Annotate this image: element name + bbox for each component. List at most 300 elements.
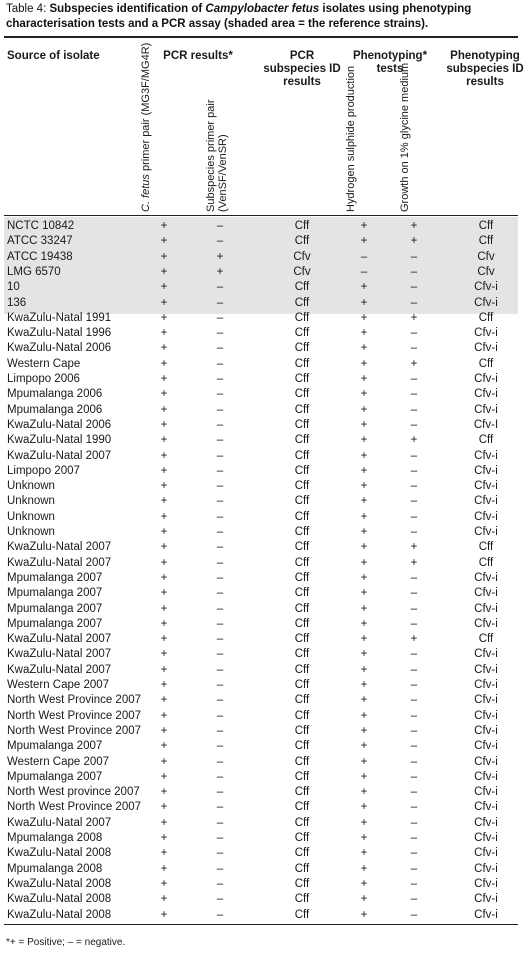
top-rule — [4, 36, 518, 38]
source-cell: Western Cape 2007 — [7, 679, 110, 691]
h2s-cell: + — [360, 786, 368, 799]
subspecies-pcr-cell: + — [216, 265, 224, 278]
glycine-cell: – — [410, 724, 418, 737]
cfetus-pcr-cell: + — [160, 449, 168, 462]
pheno-id-cell: Cfv-i — [474, 694, 498, 707]
subspecies-pcr-cell: – — [216, 526, 224, 538]
subspecies-pcr-cell: – — [216, 862, 224, 875]
subheader-cfetus-rest: primer pair (MG3F/MG4R) — [140, 42, 152, 172]
cfetus-pcr-cell: + — [160, 265, 168, 278]
table-row — [0, 602, 528, 617]
subspecies-pcr-cell: – — [216, 235, 224, 248]
source-cell: Mpumalanga 2006 — [7, 403, 103, 416]
table-row — [0, 387, 528, 402]
table-row — [0, 479, 528, 494]
table-row — [0, 372, 528, 387]
h2s-cell: – — [360, 265, 368, 278]
pheno-id-cell: Cff — [478, 235, 494, 248]
cfetus-pcr-cell: + — [160, 755, 168, 768]
cfetus-pcr-cell: + — [160, 250, 168, 263]
source-cell: NCTC 10842 — [7, 220, 75, 232]
subspecies-pcr-cell: – — [216, 495, 224, 508]
subheader-subspecies: Subspecies primer pair (VenSF/VenSR) — [205, 99, 229, 212]
pcr-id-cell: Cff — [294, 847, 310, 860]
pheno-id-cell: Cfv-i — [474, 449, 498, 462]
pcr-id-cell: Cff — [294, 434, 310, 447]
glycine-cell: – — [410, 648, 418, 661]
table-row — [0, 326, 528, 341]
pheno-id-cell: Cfv-i — [474, 648, 498, 661]
table-row — [0, 234, 528, 249]
h2s-cell: + — [360, 403, 368, 416]
table-row — [0, 311, 528, 326]
h2s-cell: + — [360, 296, 368, 309]
glycine-cell: – — [410, 495, 418, 508]
source-cell: Unknown — [7, 480, 55, 493]
glycine-cell: – — [410, 327, 418, 340]
subspecies-pcr-cell: – — [216, 327, 224, 340]
glycine-cell: – — [410, 480, 418, 493]
cfetus-pcr-cell: + — [160, 526, 168, 538]
subspecies-pcr-cell: – — [216, 434, 224, 447]
h2s-cell: + — [360, 801, 368, 814]
glycine-cell: – — [410, 816, 418, 829]
h2s-cell: + — [360, 694, 368, 707]
pcr-id-cell: Cff — [294, 220, 310, 232]
subspecies-pcr-cell: – — [216, 556, 224, 569]
table-row — [0, 617, 528, 632]
pcr-id-cell: Cff — [294, 342, 310, 355]
table-row — [0, 877, 528, 892]
pheno-id-cell: Cff — [478, 556, 494, 569]
glycine-cell: + — [410, 235, 418, 248]
table-row — [0, 785, 528, 800]
pcr-id-cell: Cff — [294, 327, 310, 340]
h2s-cell: + — [360, 418, 368, 431]
table-row — [0, 647, 528, 662]
subspecies-pcr-cell: – — [216, 832, 224, 844]
subheader-glycine: Growth on 1% glycine medium — [399, 62, 411, 212]
pcr-id-cell: Cfv — [293, 250, 311, 263]
h2s-cell: + — [360, 373, 368, 385]
source-cell: Mpumalanga 2008 — [7, 832, 103, 844]
table-row — [0, 724, 528, 739]
subspecies-pcr-cell: – — [216, 342, 224, 355]
subspecies-pcr-cell: – — [216, 357, 224, 370]
cfetus-pcr-cell: + — [160, 633, 168, 646]
subspecies-pcr-cell: – — [216, 679, 224, 691]
glycine-cell: – — [410, 388, 418, 401]
subspecies-pcr-cell: – — [216, 786, 224, 799]
subspecies-pcr-cell: – — [216, 755, 224, 768]
glycine-cell: – — [410, 296, 418, 309]
source-cell: KwaZulu-Natal 2008 — [7, 847, 112, 860]
subspecies-pcr-cell: – — [216, 694, 224, 707]
pcr-id-cell: Cff — [294, 694, 310, 707]
h2s-cell: + — [360, 526, 368, 538]
pheno-id-cell: Cff — [478, 633, 494, 646]
table-row — [0, 357, 528, 372]
glycine-cell: + — [410, 541, 418, 554]
table-row — [0, 403, 528, 418]
subspecies-pcr-cell: – — [216, 571, 224, 584]
table-row — [0, 800, 528, 815]
cfetus-pcr-cell: + — [160, 648, 168, 661]
cfetus-pcr-cell: + — [160, 403, 168, 416]
source-cell: KwaZulu-Natal 1996 — [7, 327, 112, 340]
cfetus-pcr-cell: + — [160, 220, 168, 232]
subspecies-pcr-cell: – — [216, 617, 224, 630]
source-cell: KwaZulu-Natal 2007 — [7, 663, 112, 676]
h2s-cell: + — [360, 908, 368, 921]
cfetus-pcr-cell: + — [160, 434, 168, 447]
pcr-id-cell: Cff — [294, 602, 310, 615]
source-cell: 136 — [7, 296, 27, 309]
h2s-cell: + — [360, 877, 368, 890]
glycine-cell: – — [410, 893, 418, 906]
h2s-cell: + — [360, 755, 368, 768]
cfetus-pcr-cell: + — [160, 510, 168, 523]
glycine-cell: – — [410, 709, 418, 722]
glycine-cell: – — [410, 281, 418, 294]
pcr-id-cell: Cff — [294, 709, 310, 722]
glycine-cell: – — [410, 740, 418, 753]
source-cell: Mpumalanga 2007 — [7, 602, 103, 615]
glycine-cell: – — [410, 510, 418, 523]
source-cell: KwaZulu-Natal 1990 — [7, 434, 112, 447]
h2s-cell: + — [360, 281, 368, 294]
glycine-cell: – — [410, 464, 418, 477]
glycine-cell: + — [410, 434, 418, 447]
pcr-id-cell: Cff — [294, 816, 310, 829]
pheno-id-cell: Cfv — [477, 250, 495, 263]
cfetus-pcr-cell: + — [160, 541, 168, 554]
glycine-cell: – — [410, 342, 418, 355]
pheno-id-cell: Cfv-i — [474, 495, 498, 508]
pheno-id-cell: Cfv-I — [473, 418, 499, 431]
pcr-id-cell: Cff — [294, 571, 310, 584]
h2s-cell: + — [360, 311, 368, 324]
subspecies-pcr-cell: – — [216, 740, 224, 753]
pheno-id-cell: Cfv-i — [474, 602, 498, 615]
source-cell: Western Cape — [7, 357, 81, 370]
table-row — [0, 908, 528, 923]
h2s-cell: + — [360, 847, 368, 860]
pcr-id-cell: Cff — [294, 587, 310, 600]
cfetus-pcr-cell: + — [160, 893, 168, 906]
h2s-cell: + — [360, 816, 368, 829]
subspecies-pcr-cell: – — [216, 663, 224, 676]
pheno-id-cell: Cfv-i — [474, 510, 498, 523]
source-cell: KwaZulu-Natal 2006 — [7, 342, 112, 355]
pcr-id-cell: Cff — [294, 480, 310, 493]
pcr-id-cell: Cff — [294, 403, 310, 416]
cfetus-pcr-cell: + — [160, 357, 168, 370]
pheno-id-cell: Cfv-i — [474, 663, 498, 676]
h2s-cell: – — [360, 250, 368, 263]
pheno-id-cell: Cfv-i — [474, 786, 498, 799]
cfetus-pcr-cell: + — [160, 418, 168, 431]
h2s-cell: + — [360, 327, 368, 340]
subspecies-pcr-cell: – — [216, 373, 224, 385]
h2s-cell: + — [360, 510, 368, 523]
table-row — [0, 510, 528, 525]
h2s-cell: + — [360, 556, 368, 569]
pheno-id-cell: Cfv-i — [474, 893, 498, 906]
table-row — [0, 433, 528, 448]
glycine-cell: – — [410, 908, 418, 921]
pcr-id-cell: Cff — [294, 862, 310, 875]
source-cell: North West Province 2007 — [7, 694, 142, 707]
table-row — [0, 556, 528, 571]
cfetus-pcr-cell: + — [160, 373, 168, 385]
h2s-cell: + — [360, 617, 368, 630]
cfetus-pcr-cell: + — [160, 786, 168, 799]
pheno-id-cell: Cfv-i — [474, 740, 498, 753]
pheno-id-cell: Cfv — [477, 265, 495, 278]
pheno-id-cell: Cfv-i — [474, 832, 498, 844]
pcr-id-cell: Cff — [294, 724, 310, 737]
pheno-id-cell: Cfv-i — [474, 847, 498, 860]
source-cell: Western Cape 2007 — [7, 755, 110, 768]
cfetus-pcr-cell: + — [160, 709, 168, 722]
table-row — [0, 816, 528, 831]
source-cell: Mpumalanga 2007 — [7, 571, 103, 584]
glycine-cell: – — [410, 832, 418, 844]
source-cell: KwaZulu-Natal 2007 — [7, 633, 112, 646]
pheno-id-cell: Cfv-i — [474, 724, 498, 737]
pcr-id-cell: Cff — [294, 464, 310, 477]
glycine-cell: + — [410, 633, 418, 646]
pcr-id-cell: Cff — [294, 296, 310, 309]
cfetus-pcr-cell: + — [160, 296, 168, 309]
h2s-cell: + — [360, 480, 368, 493]
glycine-cell: – — [410, 770, 418, 783]
h2s-cell: + — [360, 541, 368, 554]
cfetus-pcr-cell: + — [160, 832, 168, 844]
glycine-cell: + — [410, 357, 418, 370]
header-phenotyping-id: Phenotyping subspecies ID results — [446, 50, 524, 88]
table-row — [0, 632, 528, 647]
pcr-id-cell: Cff — [294, 786, 310, 799]
pheno-id-cell: Cfv-i — [474, 464, 498, 477]
pcr-id-cell: Cfv — [293, 265, 311, 278]
source-cell: ATCC 19438 — [7, 250, 73, 263]
cfetus-pcr-cell: + — [160, 694, 168, 707]
table-row — [0, 770, 528, 785]
subspecies-pcr-cell: – — [216, 709, 224, 722]
cfetus-pcr-cell: + — [160, 740, 168, 753]
h2s-cell: + — [360, 740, 368, 753]
pcr-id-cell: Cff — [294, 510, 310, 523]
source-cell: Mpumalanga 2007 — [7, 617, 103, 630]
table-row — [0, 280, 528, 295]
subspecies-pcr-cell: – — [216, 296, 224, 309]
glycine-cell: – — [410, 755, 418, 768]
subspecies-pcr-cell: – — [216, 847, 224, 860]
table-row — [0, 449, 528, 464]
source-cell: KwaZulu-Natal 2008 — [7, 877, 112, 890]
subspecies-pcr-cell: – — [216, 587, 224, 600]
source-cell: Mpumalanga 2007 — [7, 587, 103, 600]
pheno-id-cell: Cfv-i — [474, 296, 498, 309]
glycine-cell: – — [410, 679, 418, 691]
glycine-cell: – — [410, 786, 418, 799]
glycine-cell: – — [410, 250, 418, 263]
pheno-id-cell: Cfv-i — [474, 617, 498, 630]
glycine-cell: – — [410, 694, 418, 707]
subspecies-pcr-cell: – — [216, 770, 224, 783]
cfetus-pcr-cell: + — [160, 571, 168, 584]
glycine-cell: – — [410, 602, 418, 615]
glycine-cell: – — [410, 265, 418, 278]
cfetus-pcr-cell: + — [160, 862, 168, 875]
pcr-id-cell: Cff — [294, 679, 310, 691]
cfetus-pcr-cell: + — [160, 480, 168, 493]
subspecies-pcr-cell: – — [216, 449, 224, 462]
subspecies-pcr-cell: – — [216, 418, 224, 431]
h2s-cell: + — [360, 235, 368, 248]
table-row — [0, 219, 528, 234]
pcr-id-cell: Cff — [294, 541, 310, 554]
h2s-cell: + — [360, 893, 368, 906]
glycine-cell: – — [410, 418, 418, 431]
subspecies-pcr-cell: – — [216, 816, 224, 829]
subheader-h2s: Hydrogen sulphide production — [345, 65, 357, 212]
pcr-id-cell: Cff — [294, 832, 310, 844]
glycine-cell: – — [410, 526, 418, 538]
source-cell: North West Province 2007 — [7, 724, 142, 737]
h2s-cell: + — [360, 464, 368, 477]
pheno-id-cell: Cfv-i — [474, 770, 498, 783]
subheader-cfetus — [140, 42, 154, 212]
h2s-cell: + — [360, 495, 368, 508]
pheno-id-cell: Cfv-i — [474, 908, 498, 921]
subspecies-pcr-cell: + — [216, 250, 224, 263]
pheno-id-cell: Cff — [478, 434, 494, 447]
header-phenotyping-tests: Phenotyping* tests — [352, 50, 428, 75]
table-row — [0, 418, 528, 433]
source-cell: Unknown — [7, 510, 55, 523]
bottom-rule — [4, 924, 518, 925]
pcr-id-cell: Cff — [294, 740, 310, 753]
cfetus-pcr-cell: + — [160, 587, 168, 600]
caption-text-2: isolates using phenotyping characterisation tests and a PCR assay (shaded area = the reference strains). — [6, 3, 472, 30]
header-rule — [4, 215, 518, 216]
h2s-cell: + — [360, 709, 368, 722]
pcr-id-cell: Cff — [294, 235, 310, 248]
cfetus-pcr-cell: + — [160, 281, 168, 294]
h2s-cell: + — [360, 342, 368, 355]
h2s-cell: + — [360, 571, 368, 584]
cfetus-pcr-cell: + — [160, 877, 168, 890]
table-row — [0, 494, 528, 509]
pcr-id-cell: Cff — [294, 388, 310, 401]
table-row — [0, 755, 528, 770]
h2s-cell: + — [360, 602, 368, 615]
pcr-id-cell: Cff — [294, 801, 310, 814]
pheno-id-cell: Cfv-i — [474, 327, 498, 340]
table-row — [0, 250, 528, 265]
pheno-id-cell: Cff — [478, 541, 494, 554]
source-cell: Mpumalanga 2008 — [7, 862, 103, 875]
pheno-id-cell: Cfv-i — [474, 388, 498, 401]
pcr-id-cell: Cff — [294, 893, 310, 906]
source-cell: Unknown — [7, 495, 55, 508]
source-cell: LMG 6570 — [7, 265, 61, 278]
source-cell: North West Province 2007 — [7, 709, 142, 722]
table-row — [0, 846, 528, 861]
h2s-cell: + — [360, 862, 368, 875]
glycine-cell: – — [410, 663, 418, 676]
glycine-cell: – — [410, 449, 418, 462]
header-pcr-id: PCR subspecies ID results — [263, 50, 341, 88]
cfetus-pcr-cell: + — [160, 464, 168, 477]
glycine-cell: + — [410, 311, 418, 324]
pheno-id-cell: Cfv-i — [474, 816, 498, 829]
pcr-id-cell: Cff — [294, 877, 310, 890]
source-cell: KwaZulu-Natal 2007 — [7, 816, 112, 829]
pheno-id-cell: Cfv-i — [474, 342, 498, 355]
pheno-id-cell: Cfv-i — [474, 587, 498, 600]
pheno-id-cell: Cff — [478, 311, 494, 324]
table-row — [0, 862, 528, 877]
table-row — [0, 663, 528, 678]
pheno-id-cell: Cfv-i — [474, 526, 498, 538]
cfetus-pcr-cell: + — [160, 602, 168, 615]
pcr-id-cell: Cff — [294, 357, 310, 370]
subspecies-pcr-cell: – — [216, 464, 224, 477]
subspecies-pcr-cell: – — [216, 541, 224, 554]
h2s-cell: + — [360, 633, 368, 646]
table-row — [0, 739, 528, 754]
glycine-cell: + — [410, 556, 418, 569]
h2s-cell: + — [360, 832, 368, 844]
pheno-id-cell: Cfv-i — [474, 755, 498, 768]
pcr-id-cell: Cff — [294, 648, 310, 661]
cfetus-pcr-cell: + — [160, 556, 168, 569]
h2s-cell: + — [360, 648, 368, 661]
header-source: Source of isolate — [7, 50, 100, 62]
cfetus-pcr-cell: + — [160, 663, 168, 676]
glycine-cell: – — [410, 617, 418, 630]
glycine-cell: – — [410, 862, 418, 875]
source-cell: KwaZulu-Natal 1991 — [7, 311, 112, 324]
source-cell: ATCC 33247 — [7, 235, 73, 248]
source-cell: KwaZulu-Natal 2007 — [7, 648, 112, 661]
subspecies-pcr-cell: – — [216, 220, 224, 232]
source-cell: North West province 2007 — [7, 786, 140, 799]
subspecies-pcr-cell: – — [216, 311, 224, 324]
pheno-id-cell: Cfv-i — [474, 403, 498, 416]
glycine-cell: – — [410, 847, 418, 860]
glycine-cell: – — [410, 373, 418, 385]
h2s-cell: + — [360, 357, 368, 370]
h2s-cell: + — [360, 770, 368, 783]
pcr-id-cell: Cff — [294, 755, 310, 768]
h2s-cell: + — [360, 663, 368, 676]
pcr-id-cell: Cff — [294, 556, 310, 569]
pheno-id-cell: Cfv-i — [474, 862, 498, 875]
pheno-id-cell: Cfv-i — [474, 571, 498, 584]
cfetus-pcr-cell: + — [160, 388, 168, 401]
subspecies-pcr-cell: – — [216, 388, 224, 401]
pheno-id-cell: Cff — [478, 357, 494, 370]
table-row — [0, 571, 528, 586]
cfetus-pcr-cell: + — [160, 724, 168, 737]
table-row — [0, 693, 528, 708]
pcr-id-cell: Cff — [294, 908, 310, 921]
